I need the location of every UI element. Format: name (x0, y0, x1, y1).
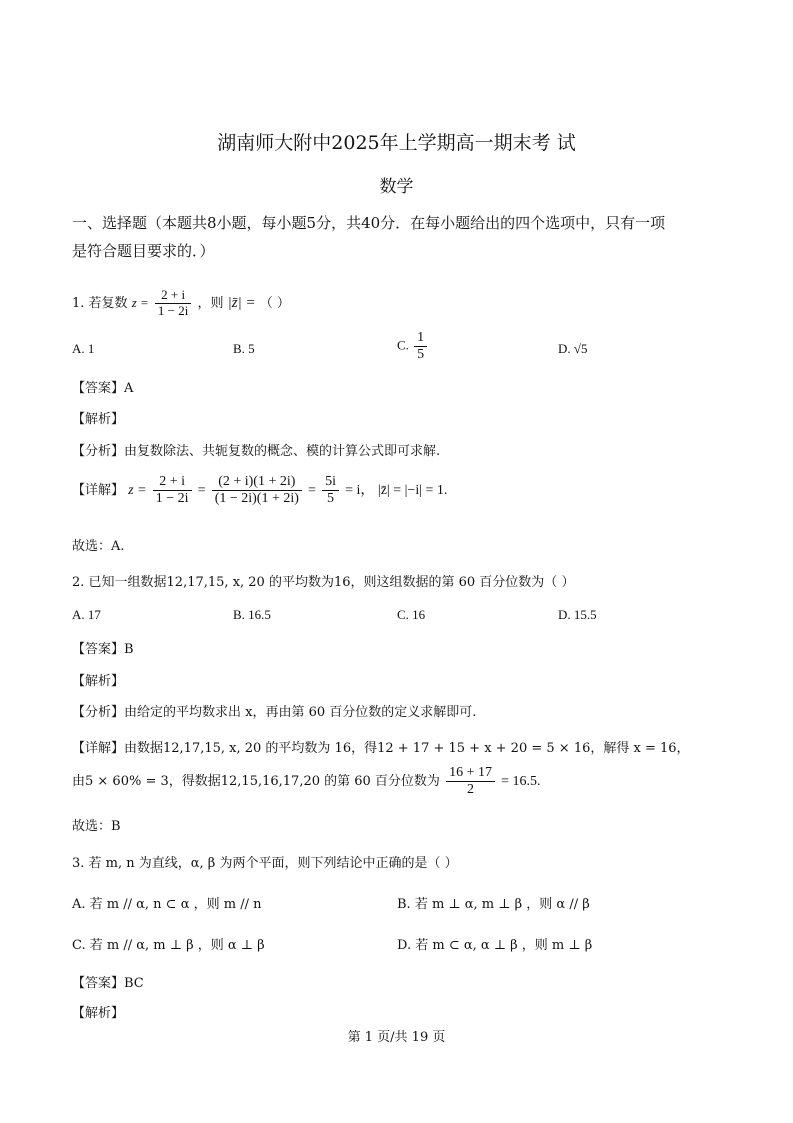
q2-detail: 【详解】由数据12,17,15, x, 20 的平均数为 16，得12 + 17 + 15 + x + 20 = 5 × 16，解得 x = 16， (72, 741, 690, 756)
q1-detail-frac1 (153, 474, 192, 507)
q1-detail-frac3-num: 5i (322, 474, 339, 491)
question-3-stem: 3. 若 m, n 为直线，α, β 为两个平面，则下列结论中正确的是（ ） (72, 856, 458, 871)
q1-prefix: 1. 若复数 (72, 295, 128, 311)
q1-detail-z: z = (128, 483, 147, 499)
q2-detail2-prefix: 由5 × 60% = 3，得数据12,15,16,17,20 的第 60 百分位数为 (72, 774, 440, 790)
q1-fraction-num: 2 + i (155, 288, 191, 304)
q1-answer: 【答案】A (72, 381, 134, 396)
q2-option-d: D. 15.5 (558, 607, 597, 622)
q1-analysis: 【分析】由复数除法、共轭复数的概念、模的计算公式即可求解. (72, 444, 441, 459)
q1-detail-tail: = i， |z̄| = |−i| = 1. (345, 483, 448, 499)
page-title: 湖南师大附中2025年上学期高一期末考 试 (217, 132, 576, 154)
q1-fraction (155, 288, 191, 319)
q1-option-a: A. 1 (72, 341, 95, 356)
q2-detail2-tail: = 16.5. (501, 774, 541, 790)
q2-option-b: B. 16.5 (233, 607, 271, 622)
q1-option-c-num: 1 (414, 330, 427, 347)
q3-option-a: A. 若 m // α, n ⊂ α ，则 m // n (72, 897, 262, 912)
q2-option-c: C. 16 (397, 607, 426, 622)
page-subtitle: 数学 (379, 177, 414, 197)
q1-paren: （ ） (259, 295, 290, 311)
q1-detail-frac2 (212, 474, 302, 507)
q3-analysis-tag: 【解析】 (72, 1006, 125, 1021)
q1-suffix: ，则 (197, 295, 224, 311)
q2-answer: 【答案】B (72, 642, 134, 657)
section-heading-line1: 一、选择题（本题共8小题，每小题5分，共40分．在每小题给出的四个选项中，只有一项 (72, 214, 666, 232)
section-heading-line2: 是符合题目要求的．） (72, 242, 215, 260)
q1-detail-tag: 【详解】 (72, 483, 125, 499)
q3-option-d: D. 若 m ⊂ α, α ⊥ β ，则 m ⊥ β (397, 938, 593, 953)
q3-option-b: B. 若 m ⊥ α, m ⊥ β ，则 α // β (397, 897, 590, 912)
q1-option-c-fraction (414, 330, 427, 363)
q1-option-d-label: D. (558, 341, 571, 356)
q1-choice: 故选：A. (72, 539, 125, 554)
page-number: 第 1 页/共 19 页 (347, 1030, 446, 1045)
q1-detail: 【详解】 z = $\frac{2 + i}{1 - 2i}$ = $\frac{(2 + i)(1 + 2i)}{(1 - 2i)(1 + 2i)}$ = $\frac{5i}{5}$ = i， |z̄| = |−i| = 1. (72, 474, 448, 507)
q1-option-d (558, 341, 588, 357)
q1-analysis-tag: 【解析】 (72, 412, 125, 427)
q1-z: z = (131, 294, 149, 310)
q2-analysis-tag: 【解析】 (72, 674, 125, 689)
q2-detail2-den: 2 (467, 782, 475, 798)
q1-detail-frac3 (322, 474, 339, 507)
q1-option-c-label: C. (397, 337, 409, 353)
q1-fraction-den: 1 − 2i (157, 302, 189, 318)
q2-detail2-fraction (446, 765, 495, 798)
q2-analysis: 【分析】由给定的平均数求出 x，再由第 60 百分位数的定义求解即可. (72, 705, 477, 720)
q1-detail-frac2-num: (2 + i)(1 + 2i) (212, 474, 302, 491)
q3-answer: 【答案】BC (72, 976, 144, 991)
q1-detail-frac1-den: 1 − 2i (155, 491, 189, 507)
q1-option-c-den: 5 (417, 347, 425, 363)
q1-abs: |z̄| = (227, 294, 256, 311)
question-1-stem (72, 288, 290, 319)
q2-detail2-num: 16 + 17 (446, 765, 495, 782)
q1-option-b: B. 5 (233, 341, 255, 356)
q2-detail2 (72, 765, 541, 798)
question-2-stem: 2. 已知一组数据12,17,15, x, 20 的平均数为16，则这组数据的第 60 百分位数为（ ） (72, 575, 575, 590)
q1-option-c (397, 330, 429, 363)
q3-option-c: C. 若 m // α, m ⊥ β ，则 α ⊥ β (72, 938, 265, 953)
q1-detail-frac3-den: 5 (327, 491, 335, 507)
q2-choice: 故选：B (72, 819, 121, 834)
q1-detail-frac2-den: (1 − 2i)(1 + 2i) (214, 491, 299, 507)
q1-option-d-value: √5 (573, 341, 588, 356)
q1-detail-frac1-num: 2 + i (153, 474, 192, 491)
q2-option-a: A. 17 (72, 607, 101, 622)
